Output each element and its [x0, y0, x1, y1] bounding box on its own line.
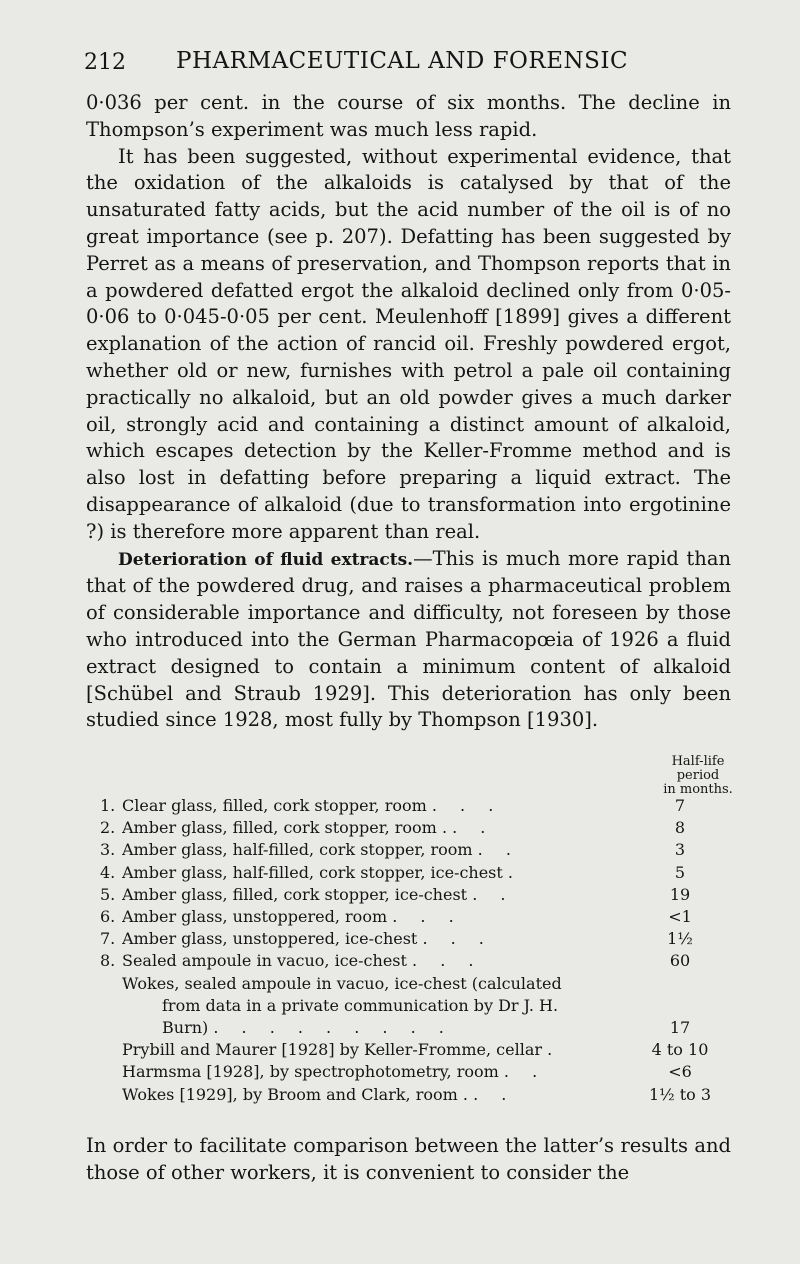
column-header-line: period: [676, 768, 720, 783]
row-leader-dots: . .: [452, 818, 495, 838]
table-row: [100, 928, 720, 950]
row-description: [122, 884, 640, 906]
paragraph-fluid-extracts: [86, 546, 731, 735]
row-value: 7: [674, 796, 686, 815]
row-number: 8.: [100, 951, 116, 971]
paragraph-closing: In order to facilitate comparison between the latter’s results and those of other workers, it is convenient to consider the: [86, 1134, 731, 1184]
row-description-text: Wokes [1929], by Broom and Clark, room .: [122, 1084, 468, 1104]
row-description-line: [122, 1017, 640, 1039]
column-header-line: in months.: [663, 782, 733, 797]
row-description: [100, 1039, 640, 1061]
paragraph-fluid-extracts-text: —This is much more rapid than that of the powdered drug, and raises a pharmaceutical problem of considerable importance and difficulty, not foreseen by those who introduced into the German Pharmacopœia of 1926 a fluid extract designed to contain a minimum content of alkaloid [Schübel and Straub 1929]. This deterioration has only been studied since 1928, most fully by Thompson [1930].: [86, 546, 731, 732]
row-value: 1½: [667, 929, 693, 949]
row-description-text: Sealed ampoule in vacuo, ice-chest: [122, 951, 407, 971]
row-description-text: Harmsma [1928], by spectrophotometry, room: [122, 1062, 499, 1082]
row-value: 3: [674, 840, 686, 860]
row-description-text: Amber glass, half-filled, cork stopper, room: [122, 840, 473, 860]
row-description-text: Amber glass, half-filled, cork stopper, ice-chest: [122, 862, 503, 882]
row-description: [122, 862, 640, 884]
table-column-header: [648, 755, 748, 797]
row-leader-dots: . . . . . . . . .: [213, 1018, 453, 1038]
row-number: 2.: [100, 818, 116, 838]
row-description-text: Burn): [162, 1018, 209, 1038]
row-description: [122, 839, 640, 861]
row-value: 5: [674, 862, 686, 882]
page-number: 212: [84, 50, 126, 75]
row-leader-dots: . . .: [431, 796, 503, 815]
column-header-line: Half-life: [671, 754, 725, 769]
row-description: [122, 928, 640, 950]
row-description-text: Prybill and Maurer [1928] by Keller-Fromme, cellar: [122, 1040, 543, 1060]
row-number: 1.: [100, 796, 116, 815]
row-leader-dots: . .: [477, 840, 520, 860]
row-value: 60: [669, 951, 691, 971]
row-description: [122, 906, 640, 928]
closing-paragraph: [86, 1132, 731, 1186]
row-number: 5.: [100, 884, 116, 904]
row-number: 3.: [100, 840, 116, 860]
row-description-text: Amber glass, unstoppered, room: [122, 907, 388, 927]
row-description-text: Amber glass, filled, cork stopper, room .: [122, 818, 448, 838]
table-row: [100, 1084, 720, 1106]
table-row: [100, 817, 720, 839]
row-number: 4.: [100, 862, 116, 882]
page-header: [84, 48, 734, 82]
table-row: [100, 906, 720, 928]
row-description: [100, 973, 640, 1040]
row-leader-dots: . .: [503, 1062, 547, 1082]
row-leader-dots: . . .: [392, 907, 463, 927]
row-leader-dots: . .: [473, 1084, 516, 1104]
row-value: 1½ to 3: [648, 1084, 712, 1104]
row-description: [122, 817, 640, 839]
row-description: [122, 950, 640, 972]
table-row: [100, 795, 720, 817]
table-row: [100, 1061, 720, 1083]
body-text: [86, 90, 731, 734]
row-description-line: Wokes, sealed ampoule in vacuo, ice-chest (calculated: [122, 973, 562, 993]
row-value: 19: [669, 884, 691, 904]
row-description-text: Amber glass, unstoppered, ice-chest: [122, 929, 418, 949]
row-value: <1: [668, 907, 692, 927]
row-description: [100, 1084, 640, 1106]
table-row: [100, 884, 720, 906]
row-leader-dots: .: [507, 862, 522, 882]
row-description-text: Clear glass, filled, cork stopper, room: [122, 796, 427, 815]
paragraph-continuation: 0·036 per cent. in the course of six months. The decline in Thompson’s experiment was much less rapid.: [86, 91, 731, 141]
row-leader-dots: . . .: [422, 929, 493, 949]
row-number: 7.: [100, 929, 116, 949]
row-description: [100, 1061, 640, 1083]
half-life-table: [100, 795, 720, 1106]
table-row: [100, 862, 720, 884]
row-leader-dots: . . .: [412, 951, 483, 971]
section-heading-fluid-extracts: Deterioration of fluid extracts.: [118, 549, 414, 570]
row-leader-dots: .: [547, 1040, 562, 1060]
row-description-text: Amber glass, filled, cork stopper, ice-chest: [122, 884, 468, 904]
row-number: 6.: [100, 907, 116, 927]
row-value: 17: [669, 1018, 691, 1038]
row-description-line: from data in a private communication by Dr J. H.: [162, 995, 559, 1015]
row-value: <6: [668, 1062, 692, 1082]
row-value: 8: [674, 818, 686, 838]
table-row: [100, 1039, 720, 1061]
running-title: PHARMACEUTICAL AND FORENSIC: [176, 48, 629, 74]
row-description: [122, 795, 640, 817]
table-row-wokes: [100, 973, 720, 1040]
paragraph-oxidation: It has been suggested, without experimental evidence, that the oxidation of the alkaloids is catalysed by that of the unsaturated fatty acids, but the acid number of the oil is of no great importance (see p. 207). Defatting has been suggested by Perret as a means of preservation, and Thompson reports that in a powdered defatted ergot the alkaloid declined only from 0·05-0·06 to 0·045-0·05 per cent. Meulenhoff [1899] gives a different explanation of the action of rancid oil. Freshly powdered ergot, whether old or new, furnishes with petrol a pale oil containing practically no alkaloid, but an old powder gives a much darker oil, strongly acid and containing a distinct amount of alkaloid, which escapes detection by the Keller-Fromme method and is also lost in defatting before preparing a liquid extract. The disappearance of alkaloid (due to transformation into ergotinine ?) is therefore more apparent than real.: [86, 144, 731, 543]
table-row: [100, 839, 720, 861]
row-value: 4 to 10: [651, 1040, 709, 1060]
table-row: [100, 950, 720, 972]
row-leader-dots: . .: [472, 884, 515, 904]
